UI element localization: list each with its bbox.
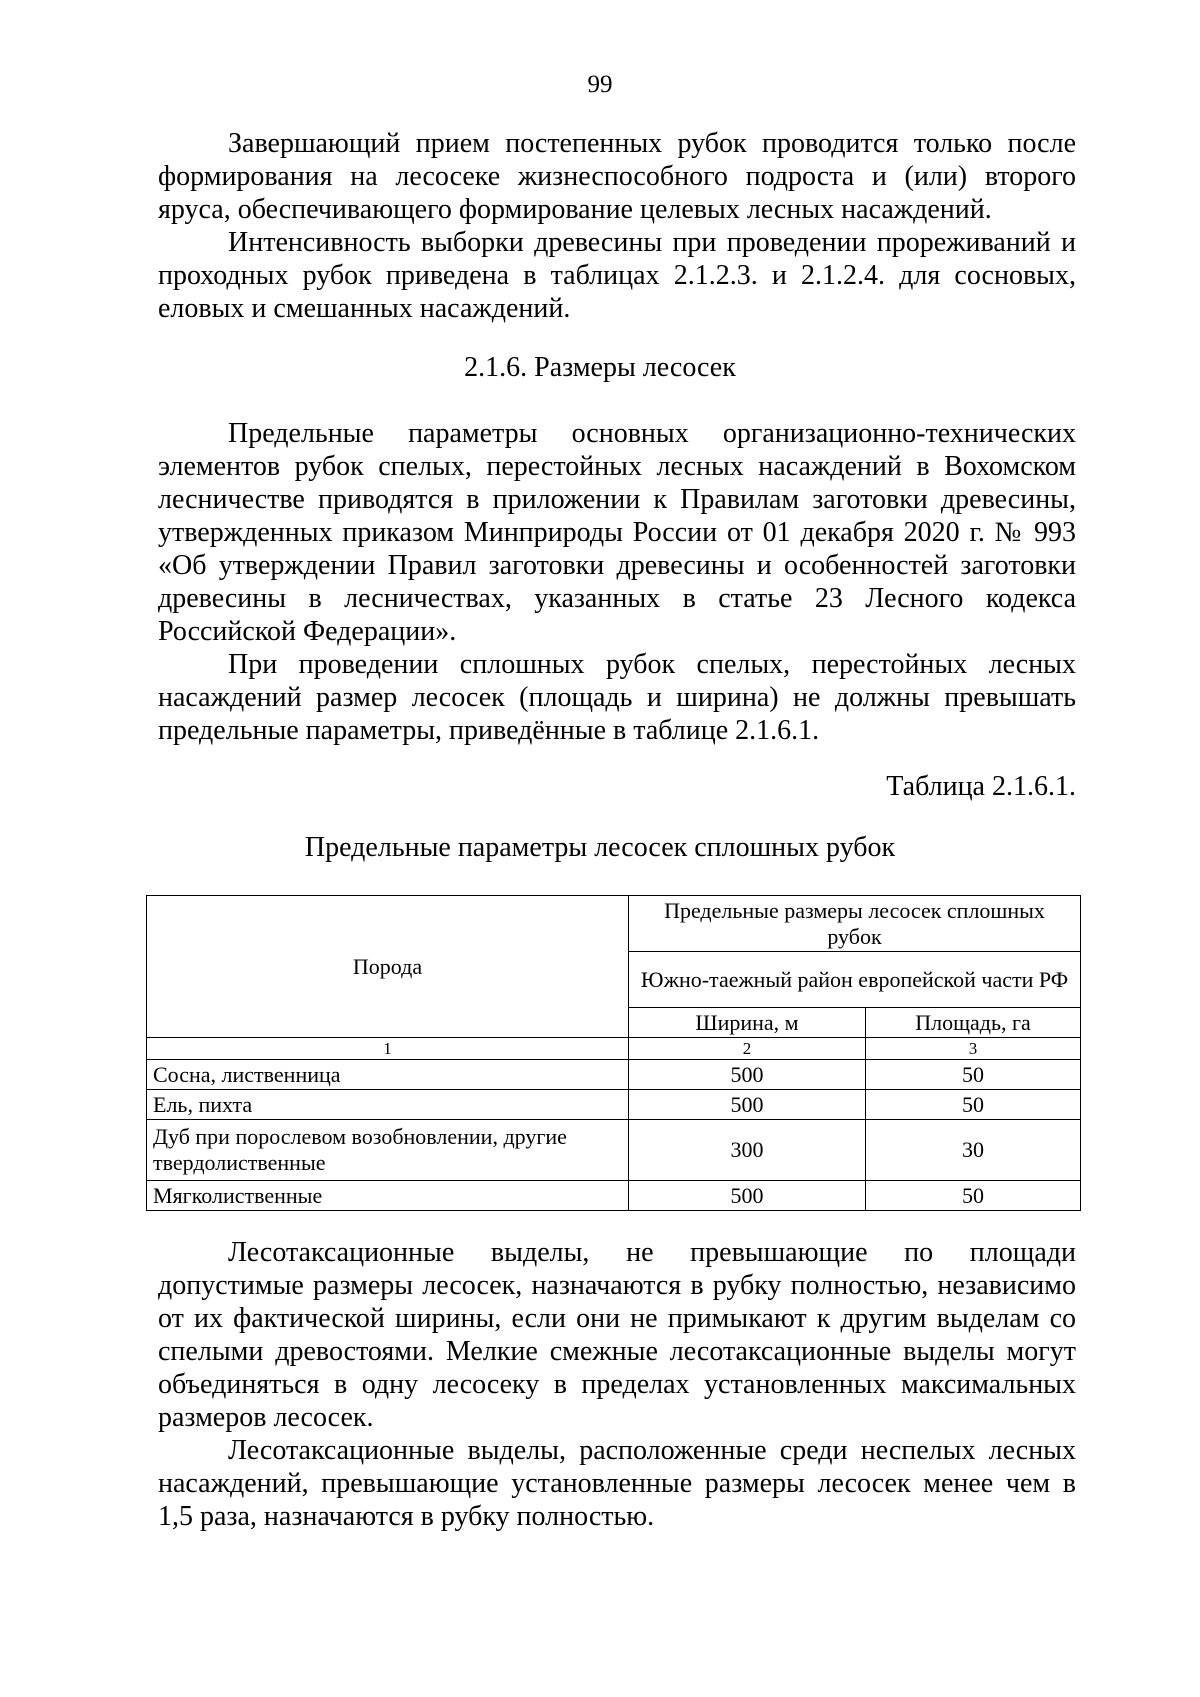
- header-area: Площадь, га: [866, 1008, 1081, 1038]
- species-cell: Сосна, лиственница: [147, 1060, 629, 1090]
- paragraph: Завершающий прием постепенных рубок проводится только после формирования на лесосеке жизнеспособного подроста и (или) второго яруса, обеспечивающего формирование целевых лесных насаждений.: [158, 128, 1076, 225]
- column-number: 3: [866, 1038, 1081, 1060]
- closing-text-block: [158, 1236, 1076, 1533]
- width-cell: 500: [629, 1060, 866, 1090]
- table-row: [147, 1060, 1081, 1090]
- intro-text-block: [158, 127, 1076, 325]
- limits-table: [146, 895, 1081, 1211]
- table-header-row: [147, 896, 1081, 952]
- table-label: Таблица 2.1.6.1.: [886, 771, 1076, 802]
- header-limits: Предельные размеры лесосек сплошных рубок: [629, 896, 1081, 952]
- paragraph: Интенсивность выборки древесины при проведении прореживаний и проходных рубок приведена в таблицах 2.1.2.3. и 2.1.2.4. для сосновых, еловых и смешанных насаждений.: [158, 227, 1076, 324]
- area-cell: 50: [866, 1181, 1081, 1211]
- paragraph: Предельные параметры основных организационно-технических элементов рубок спелых, перестойных лесных насаждений в Вохомском лесничестве приводятся в приложении к Правилам заготовки древесины, утвержденных приказом Минприроды России от 01 декабря 2020 г. № 993 «Об утверждении Правил заготовки древесины и особенностей заготовки древесины в лесничествах, указанных в статье 23 Лесного кодекса Российской Федерации».: [158, 418, 1076, 647]
- header-region: Южно-таежный район европейской части РФ: [629, 952, 1081, 1008]
- column-number: 2: [629, 1038, 866, 1060]
- page-number: 99: [587, 71, 613, 98]
- species-cell: Ель, пихта: [147, 1090, 629, 1120]
- column-number: 1: [147, 1038, 629, 1060]
- width-cell: 500: [629, 1181, 866, 1211]
- table-row: [147, 1181, 1081, 1211]
- paragraph: Лесотаксационные выделы, не превышающие по площади допустимые размеры лесосек, назначаются в рубку полностью, независимо от их фактической ширины, если они не примыкают к другим выделам со спелыми древостоями. Мелкие смежные лесотаксационные выделы могут объединяться в одну лесосеку в пределах установленных максимальных размеров лесосек.: [158, 1237, 1076, 1433]
- limits-table-wrapper: [146, 895, 1081, 1211]
- section-heading: 2.1.6. Размеры лесосек: [464, 352, 736, 383]
- column-number-row: [147, 1038, 1081, 1060]
- paragraph: При проведении сплошных рубок спелых, перестойных лесных насаждений размер лесосек (площадь и ширина) не должны превышать предельные параметры, приведённые в таблице 2.1.6.1.: [158, 649, 1076, 746]
- table-row: [147, 1090, 1081, 1120]
- area-cell: 30: [866, 1120, 1081, 1181]
- paragraph: Лесотаксационные выделы, расположенные среди неспелых лесных насаждений, превышающие установленные размеры лесосек менее чем в 1,5 раза, назначаются в рубку полностью.: [158, 1435, 1076, 1532]
- width-cell: 300: [629, 1120, 866, 1181]
- table-caption: Предельные параметры лесосек сплошных рубок: [304, 832, 896, 863]
- width-cell: 500: [629, 1090, 866, 1120]
- species-cell: Дуб при порослевом возобновлении, другие твердолиственные: [147, 1120, 629, 1181]
- area-cell: 50: [866, 1060, 1081, 1090]
- header-species: Порода: [147, 896, 629, 1038]
- species-cell: Мягколиственные: [147, 1181, 629, 1211]
- header-width: Ширина, м: [629, 1008, 866, 1038]
- area-cell: 50: [866, 1090, 1081, 1120]
- table-row: [147, 1120, 1081, 1181]
- section-text-block: [158, 417, 1076, 747]
